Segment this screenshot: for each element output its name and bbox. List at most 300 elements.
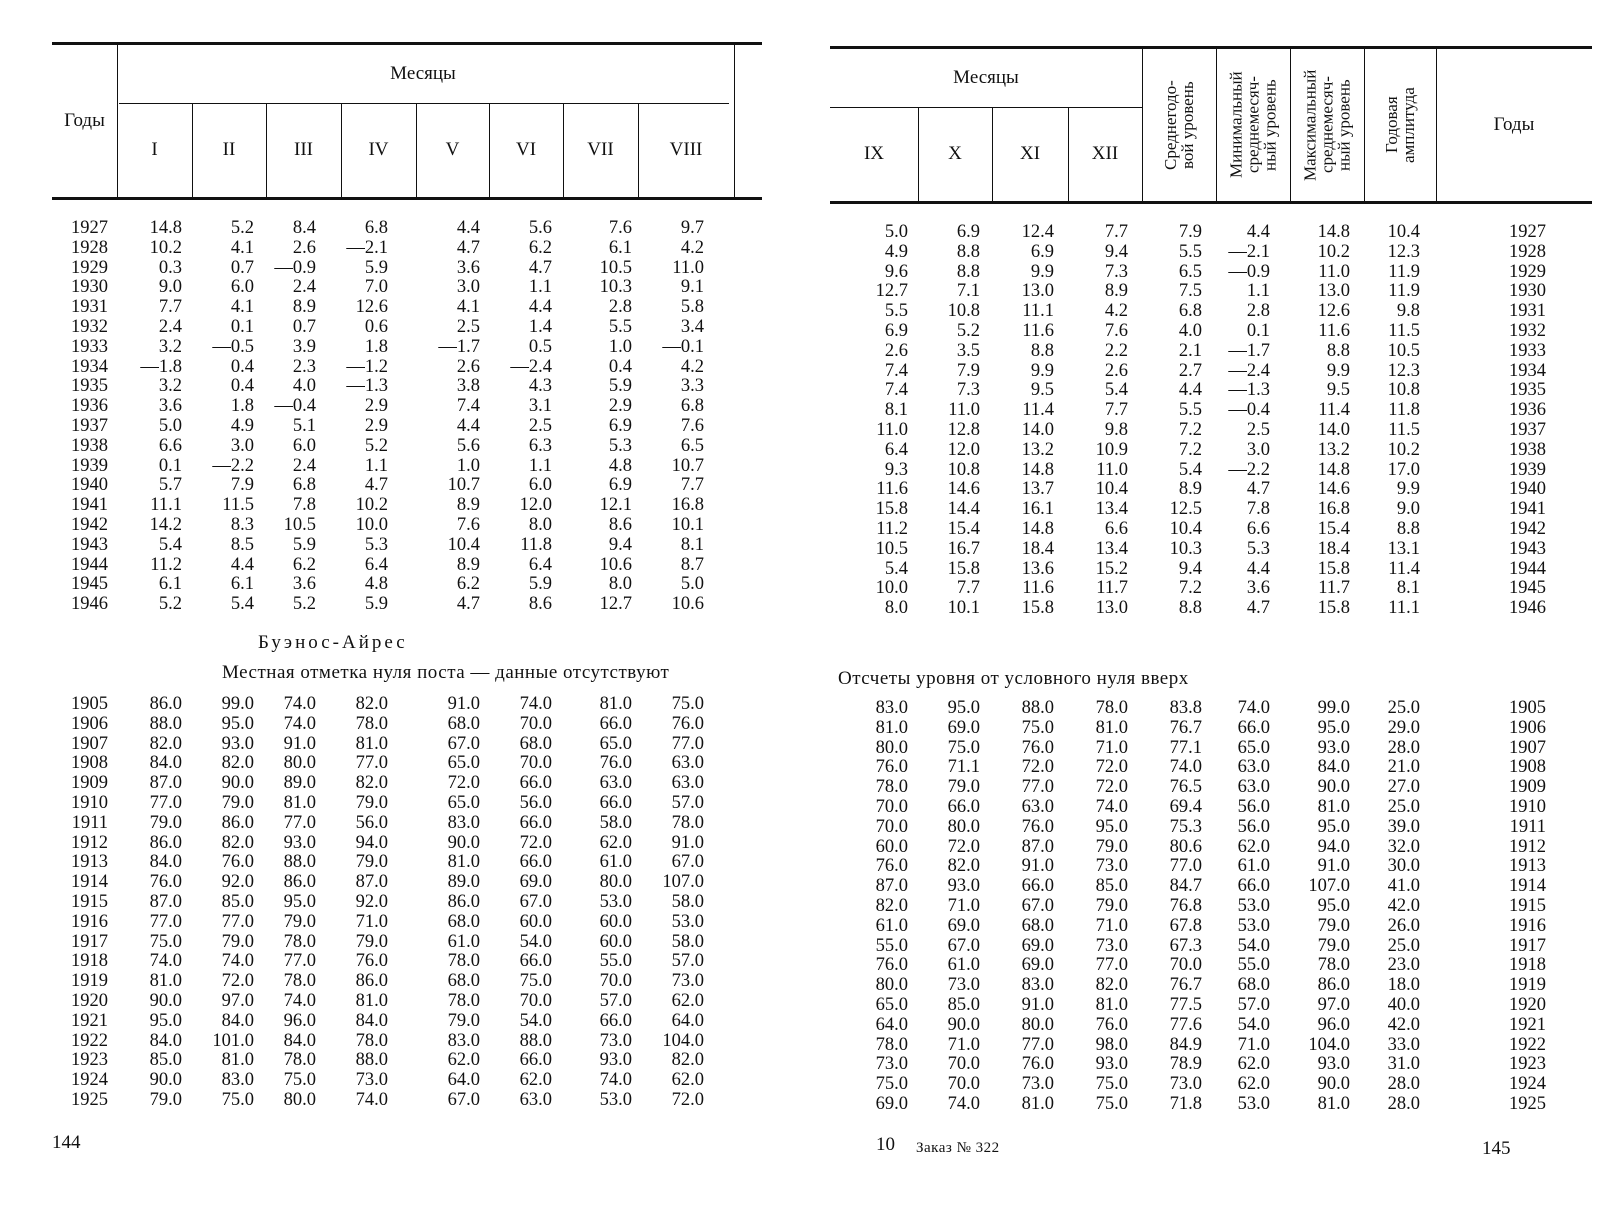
value-cell: 76.0 — [875, 757, 908, 778]
value-cell: 29.0 — [1387, 717, 1420, 738]
value-cell: 78.0 — [875, 1034, 908, 1055]
value-cell: 58.0 — [671, 931, 704, 952]
value-cell: 2.5 — [456, 317, 480, 337]
value-cell: 8.9 — [1178, 479, 1202, 500]
value-cell: 8.8 — [956, 241, 980, 262]
value-cell: 11.0 — [876, 420, 908, 440]
value-cell: 66.0 — [519, 951, 552, 972]
value-cell: 8.8 — [1326, 340, 1350, 361]
value-cell: 13.6 — [1021, 558, 1054, 579]
value-cell: 9.3 — [884, 459, 908, 480]
year-cell: 1911 — [1509, 816, 1546, 837]
value-cell: 2.6 — [456, 356, 480, 377]
value-cell: 76.0 — [875, 856, 908, 877]
right-t1-row — [830, 539, 1600, 559]
value-cell: 11.8 — [520, 534, 552, 555]
value-cell: 76.7 — [1169, 717, 1202, 738]
value-cell: 63.0 — [519, 1090, 552, 1110]
value-cell: 0.1 — [230, 317, 254, 337]
right-t1-row — [830, 380, 1600, 400]
year-cell: 1920 — [71, 991, 108, 1011]
value-cell: 12.8 — [947, 420, 980, 440]
value-cell: 72.0 — [671, 1090, 704, 1110]
value-cell: 91.0 — [671, 832, 704, 853]
left-t1-row — [52, 218, 762, 238]
value-cell: 76.0 — [1021, 1054, 1054, 1075]
value-cell: 80.0 — [599, 872, 632, 893]
value-cell: 84.0 — [283, 1030, 316, 1051]
year-cell: 1931 — [1509, 301, 1546, 322]
value-cell: 9.4 — [608, 534, 632, 555]
value-cell: 77.0 — [671, 733, 704, 754]
value-cell: 11.4 — [1318, 400, 1350, 421]
value-cell: 101.0 — [212, 1030, 254, 1051]
value-cell: 8.9 — [456, 495, 480, 516]
year-cell: 1946 — [71, 594, 108, 615]
value-cell: 2.2 — [1104, 340, 1128, 361]
value-cell: 5.6 — [528, 218, 552, 238]
value-cell: 4.9 — [884, 241, 908, 262]
page-number-right: 145 — [1482, 1138, 1511, 1159]
value-cell: 78.0 — [283, 931, 316, 952]
value-cell: 76.0 — [1021, 737, 1054, 758]
value-cell: 76.0 — [149, 872, 182, 893]
value-cell: 15.8 — [875, 499, 908, 520]
value-cell: 5.4 — [1104, 380, 1128, 401]
value-cell: 4.2 — [1104, 301, 1128, 322]
value-cell: 13.4 — [1095, 499, 1128, 520]
value-cell: 88.0 — [1021, 698, 1054, 718]
value-cell: 79.0 — [447, 1010, 480, 1031]
value-cell: 14.2 — [149, 515, 182, 535]
value-cell: 5.9 — [528, 574, 552, 595]
value-cell: 80.0 — [1021, 1014, 1054, 1035]
value-cell: 8.3 — [230, 515, 254, 535]
year-cell: 1937 — [71, 416, 108, 436]
left-t2-row — [52, 773, 762, 793]
value-cell: 79.0 — [149, 1090, 182, 1110]
value-cell: 76.0 — [1095, 1014, 1128, 1035]
value-cell: 9.1 — [680, 277, 704, 298]
value-cell: 8.4 — [292, 218, 316, 238]
value-cell: 73.0 — [875, 1054, 908, 1075]
value-cell: 79.0 — [355, 852, 388, 873]
value-cell: 70.0 — [947, 1054, 980, 1075]
value-cell: —0.1 — [662, 336, 704, 357]
value-cell: —2.2 — [212, 455, 254, 476]
right-t1-row — [830, 262, 1600, 282]
value-cell: 5.8 — [680, 297, 704, 318]
value-cell: 80.0 — [283, 753, 316, 774]
value-cell: 84.0 — [149, 852, 182, 873]
value-cell: 6.2 — [292, 554, 316, 575]
value-cell: 92.0 — [355, 892, 388, 912]
value-cell: 6.5 — [1178, 261, 1202, 282]
value-cell: 61.0 — [1237, 856, 1270, 877]
value-cell: 84.9 — [1169, 1034, 1202, 1055]
value-cell: 7.3 — [1104, 261, 1128, 282]
value-cell: 5.5 — [1178, 241, 1202, 262]
value-cell: 7.8 — [292, 495, 316, 516]
value-cell: 6.8 — [1178, 301, 1202, 322]
value-cell: 94.0 — [1317, 836, 1350, 857]
value-cell: 75.0 — [1021, 717, 1054, 738]
value-cell: 85.0 — [221, 892, 254, 912]
value-cell: 6.9 — [1030, 241, 1054, 262]
year-cell: 1923 — [71, 1050, 108, 1071]
value-cell: 3.0 — [230, 435, 254, 456]
value-cell: 9.6 — [884, 261, 908, 282]
value-cell: 7.6 — [456, 515, 480, 535]
value-cell: 95.0 — [221, 713, 254, 734]
year-cell: 1924 — [1509, 1074, 1546, 1095]
value-cell: 62.0 — [599, 832, 632, 853]
year-cell: 1924 — [71, 1070, 108, 1091]
value-cell: 85.0 — [947, 995, 980, 1015]
left-t2-row — [52, 833, 762, 853]
value-cell: 72.0 — [1021, 757, 1054, 778]
right-t2-row — [830, 817, 1600, 837]
year-cell: 1935 — [1509, 380, 1546, 401]
value-cell: 63.0 — [599, 773, 632, 794]
year-cell: 1930 — [1509, 281, 1546, 302]
month-header-VI: VI — [515, 139, 537, 160]
value-cell: 71.0 — [1237, 1034, 1270, 1055]
year-cell: 1916 — [71, 911, 108, 932]
year-cell: 1945 — [1509, 578, 1546, 599]
value-cell: 25.0 — [1387, 935, 1420, 956]
left-t1-row — [52, 396, 762, 416]
value-cell: 5.4 — [158, 534, 182, 555]
value-cell: 3.2 — [158, 336, 182, 357]
value-cell: 104.0 — [1308, 1034, 1350, 1055]
value-cell: 10.2 — [355, 495, 388, 516]
value-cell: 67.0 — [1021, 896, 1054, 916]
value-cell: 5.6 — [456, 435, 480, 456]
right-t2-row — [830, 876, 1600, 896]
value-cell: 84.0 — [149, 753, 182, 774]
value-cell: 77.5 — [1169, 995, 1202, 1015]
value-cell: 97.0 — [221, 991, 254, 1011]
right-t2-row — [830, 698, 1600, 718]
value-cell: 12.3 — [1387, 241, 1420, 262]
years-column-header: Годы — [64, 110, 105, 131]
value-cell: 62.0 — [1237, 1054, 1270, 1075]
year-cell: 1933 — [1509, 340, 1546, 361]
value-cell: 91.0 — [447, 694, 480, 714]
value-cell: 74.0 — [283, 694, 316, 714]
value-cell: 94.0 — [355, 832, 388, 853]
value-cell: 5.2 — [292, 594, 316, 615]
year-cell: 1942 — [1509, 519, 1546, 539]
left-t1-row — [52, 317, 762, 337]
right-t2-row — [830, 955, 1600, 975]
value-cell: 75.0 — [947, 737, 980, 758]
value-cell: 93.0 — [1317, 1054, 1350, 1075]
year-cell: 1920 — [1509, 995, 1546, 1015]
right-t1-row — [830, 301, 1600, 321]
value-cell: 12.7 — [875, 281, 908, 302]
right-t2-row — [830, 1054, 1600, 1074]
value-cell: 40.0 — [1387, 995, 1420, 1015]
value-cell: 88.0 — [283, 852, 316, 873]
value-cell: 7.7 — [1104, 222, 1128, 242]
value-cell: 2.4 — [158, 317, 182, 337]
value-cell: 81.0 — [355, 733, 388, 754]
value-cell: 1.1 — [528, 277, 552, 298]
value-cell: 53.0 — [599, 892, 632, 912]
value-cell: 83.0 — [221, 1070, 254, 1091]
value-cell: 5.4 — [1178, 459, 1202, 480]
value-cell: 11.6 — [1022, 578, 1054, 599]
value-cell: 10.3 — [1169, 538, 1202, 559]
value-cell: 66.0 — [599, 793, 632, 813]
value-cell: 15.8 — [947, 558, 980, 579]
value-cell: 8.8 — [1030, 340, 1054, 361]
value-cell: 7.2 — [1178, 578, 1202, 599]
value-cell: 75.0 — [1095, 1094, 1128, 1114]
value-cell: 81.0 — [1317, 797, 1350, 817]
year-cell: 1932 — [71, 317, 108, 337]
value-cell: 77.0 — [1021, 1034, 1054, 1055]
value-cell: 5.9 — [292, 534, 316, 555]
right-table-1 — [830, 222, 1600, 622]
value-cell: 75.0 — [283, 1070, 316, 1091]
value-cell: 81.0 — [1021, 1094, 1054, 1114]
value-cell: 76.0 — [355, 951, 388, 972]
value-cell: 12.5 — [1169, 499, 1202, 520]
value-cell: 14.8 — [1021, 459, 1054, 480]
value-cell: 57.0 — [599, 991, 632, 1011]
value-cell: 15.8 — [1021, 598, 1054, 619]
value-cell: 10.8 — [947, 459, 980, 480]
value-cell: 73.0 — [1169, 1074, 1202, 1095]
value-cell: 81.0 — [149, 971, 182, 992]
left-t2-row — [52, 753, 762, 773]
value-cell: 74.0 — [355, 1090, 388, 1110]
value-cell: 2.8 — [1246, 301, 1270, 322]
year-cell: 1909 — [71, 773, 108, 794]
value-cell: 9.0 — [158, 277, 182, 298]
year-cell: 1929 — [71, 257, 108, 278]
value-cell: 88.0 — [355, 1050, 388, 1071]
right-t2-row — [830, 995, 1600, 1015]
value-cell: 54.0 — [1237, 935, 1270, 956]
year-cell: 1943 — [1509, 538, 1546, 559]
value-cell: 79.0 — [221, 931, 254, 952]
value-cell: 56.0 — [355, 812, 388, 833]
value-cell: 87.0 — [1021, 836, 1054, 857]
left-t2-row — [52, 793, 762, 813]
value-cell: 4.4 — [456, 416, 480, 436]
value-cell: 90.0 — [1317, 1074, 1350, 1095]
value-cell: 76.0 — [1021, 816, 1054, 837]
value-cell: 4.7 — [456, 237, 480, 258]
value-cell: 55.0 — [1237, 955, 1270, 976]
value-cell: 11.2 — [876, 519, 908, 539]
value-cell: 79.0 — [1317, 935, 1350, 956]
value-cell: 67.0 — [947, 935, 980, 956]
value-cell: 78.9 — [1169, 1054, 1202, 1075]
right-t2-row — [830, 936, 1600, 956]
value-cell: 85.0 — [1095, 876, 1128, 897]
value-cell: 7.4 — [884, 380, 908, 401]
value-cell: 78.0 — [283, 971, 316, 992]
value-cell: 60.0 — [875, 836, 908, 857]
value-cell: 5.2 — [364, 435, 388, 456]
value-cell: 11.7 — [1318, 578, 1350, 599]
value-cell: 57.0 — [1237, 995, 1270, 1015]
value-cell: 81.0 — [355, 991, 388, 1011]
value-cell: 1.1 — [528, 455, 552, 476]
value-cell: 55.0 — [599, 951, 632, 972]
value-cell: 28.0 — [1387, 1074, 1420, 1095]
left-t1-row — [52, 594, 762, 614]
value-cell: 77.0 — [283, 951, 316, 972]
right-t1-row — [830, 578, 1600, 598]
value-cell: 2.3 — [292, 356, 316, 377]
value-cell: 66.0 — [519, 852, 552, 873]
value-cell: 77.0 — [149, 911, 182, 932]
value-cell: 25.0 — [1387, 698, 1420, 718]
right-table-2 — [830, 698, 1600, 1118]
value-cell: 95.0 — [1095, 816, 1128, 837]
value-cell: 9.9 — [1396, 479, 1420, 500]
value-cell: 12.7 — [599, 594, 632, 615]
value-cell: 1.0 — [456, 455, 480, 476]
year-cell: 1927 — [71, 218, 108, 238]
value-cell: 10.6 — [671, 594, 704, 615]
value-cell: 0.4 — [230, 376, 254, 397]
value-cell: 5.2 — [158, 594, 182, 615]
value-cell: 0.7 — [230, 257, 254, 278]
year-cell: 1946 — [1509, 598, 1546, 619]
value-cell: 11.9 — [1388, 261, 1420, 282]
year-cell: 1908 — [71, 753, 108, 774]
value-cell: 6.4 — [884, 439, 908, 460]
year-cell: 1912 — [71, 832, 108, 853]
value-cell: 67.0 — [671, 852, 704, 873]
value-cell: 96.0 — [1317, 1014, 1350, 1035]
value-cell: 7.7 — [956, 578, 980, 599]
value-cell: 10.5 — [1387, 340, 1420, 361]
value-cell: 75.3 — [1169, 816, 1202, 837]
value-cell: 9.8 — [1104, 420, 1128, 440]
value-cell: 78.0 — [1317, 955, 1350, 976]
value-cell: 11.4 — [1388, 558, 1420, 579]
left-t1-row — [52, 297, 762, 317]
right-t1-row — [830, 361, 1600, 381]
year-cell: 1915 — [1509, 896, 1546, 916]
value-cell: 6.1 — [230, 574, 254, 595]
value-cell: 77.0 — [355, 753, 388, 774]
left-table-2 — [52, 694, 762, 1114]
value-cell: 95.0 — [283, 892, 316, 912]
value-cell: 5.2 — [956, 321, 980, 341]
value-cell: 12.0 — [519, 495, 552, 516]
value-cell: 30.0 — [1387, 856, 1420, 877]
value-cell: 4.4 — [1246, 558, 1270, 579]
value-cell: 66.0 — [1021, 876, 1054, 897]
value-cell: —1.8 — [140, 356, 182, 377]
value-cell: 28.0 — [1387, 1094, 1420, 1114]
mean-annual-header: Среднегодо- вой уровень — [1161, 80, 1197, 170]
value-cell: 21.0 — [1387, 757, 1420, 778]
value-cell: 15.4 — [1317, 519, 1350, 539]
value-cell: 99.0 — [221, 694, 254, 714]
year-cell: 1917 — [1509, 935, 1546, 956]
value-cell: 82.0 — [149, 733, 182, 754]
value-cell: 78.0 — [447, 991, 480, 1011]
value-cell: 4.8 — [608, 455, 632, 476]
year-cell: 1910 — [1509, 797, 1546, 817]
value-cell: 9.5 — [1030, 380, 1054, 401]
right-t2-row — [830, 797, 1600, 817]
value-cell: 5.2 — [230, 218, 254, 238]
value-cell: 78.0 — [671, 812, 704, 833]
value-cell: 62.0 — [519, 1070, 552, 1091]
value-cell: 0.4 — [230, 356, 254, 377]
year-cell: 1939 — [71, 455, 108, 476]
value-cell: 93.0 — [947, 876, 980, 897]
value-cell: 10.4 — [447, 534, 480, 555]
right-t1-row — [830, 281, 1600, 301]
year-cell: 1943 — [71, 534, 108, 555]
value-cell: 53.0 — [1237, 915, 1270, 936]
value-cell: 3.2 — [158, 376, 182, 397]
value-cell: 72.0 — [519, 832, 552, 853]
value-cell: 12.0 — [947, 439, 980, 460]
value-cell: 3.6 — [1246, 578, 1270, 599]
value-cell: 4.1 — [230, 297, 254, 318]
value-cell: 10.9 — [1095, 439, 1128, 460]
value-cell: 16.1 — [1021, 499, 1054, 520]
value-cell: 77.0 — [221, 911, 254, 932]
value-cell: 96.0 — [283, 1010, 316, 1031]
value-cell: 72.0 — [1095, 757, 1128, 778]
right-t2-row — [830, 757, 1600, 777]
value-cell: 84.0 — [355, 1010, 388, 1031]
value-cell: 0.3 — [158, 257, 182, 278]
left-t2-row — [52, 852, 762, 872]
value-cell: 5.4 — [884, 558, 908, 579]
value-cell: 76.0 — [221, 852, 254, 873]
value-cell: 70.0 — [875, 797, 908, 817]
value-cell: 7.8 — [1246, 499, 1270, 520]
left-t1-row — [52, 277, 762, 297]
value-cell: 3.9 — [292, 336, 316, 357]
value-cell: 6.6 — [1246, 519, 1270, 539]
value-cell: 8.5 — [230, 534, 254, 555]
value-cell: 8.1 — [1396, 578, 1420, 599]
value-cell: —1.3 — [346, 376, 388, 397]
value-cell: 78.0 — [1095, 698, 1128, 718]
value-cell: 10.4 — [1169, 519, 1202, 539]
year-cell: 1931 — [71, 297, 108, 318]
value-cell: 27.0 — [1387, 777, 1420, 798]
left-table-1 — [52, 218, 762, 618]
value-cell: 82.0 — [355, 773, 388, 794]
left-t2-row — [52, 1031, 762, 1051]
value-cell: 10.5 — [599, 257, 632, 278]
year-cell: 1913 — [71, 852, 108, 873]
value-cell: 90.0 — [447, 832, 480, 853]
value-cell: 55.0 — [875, 935, 908, 956]
value-cell: 63.0 — [1237, 757, 1270, 778]
value-cell: 6.0 — [528, 475, 552, 496]
value-cell: 73.0 — [671, 971, 704, 992]
value-cell: 87.0 — [355, 872, 388, 893]
